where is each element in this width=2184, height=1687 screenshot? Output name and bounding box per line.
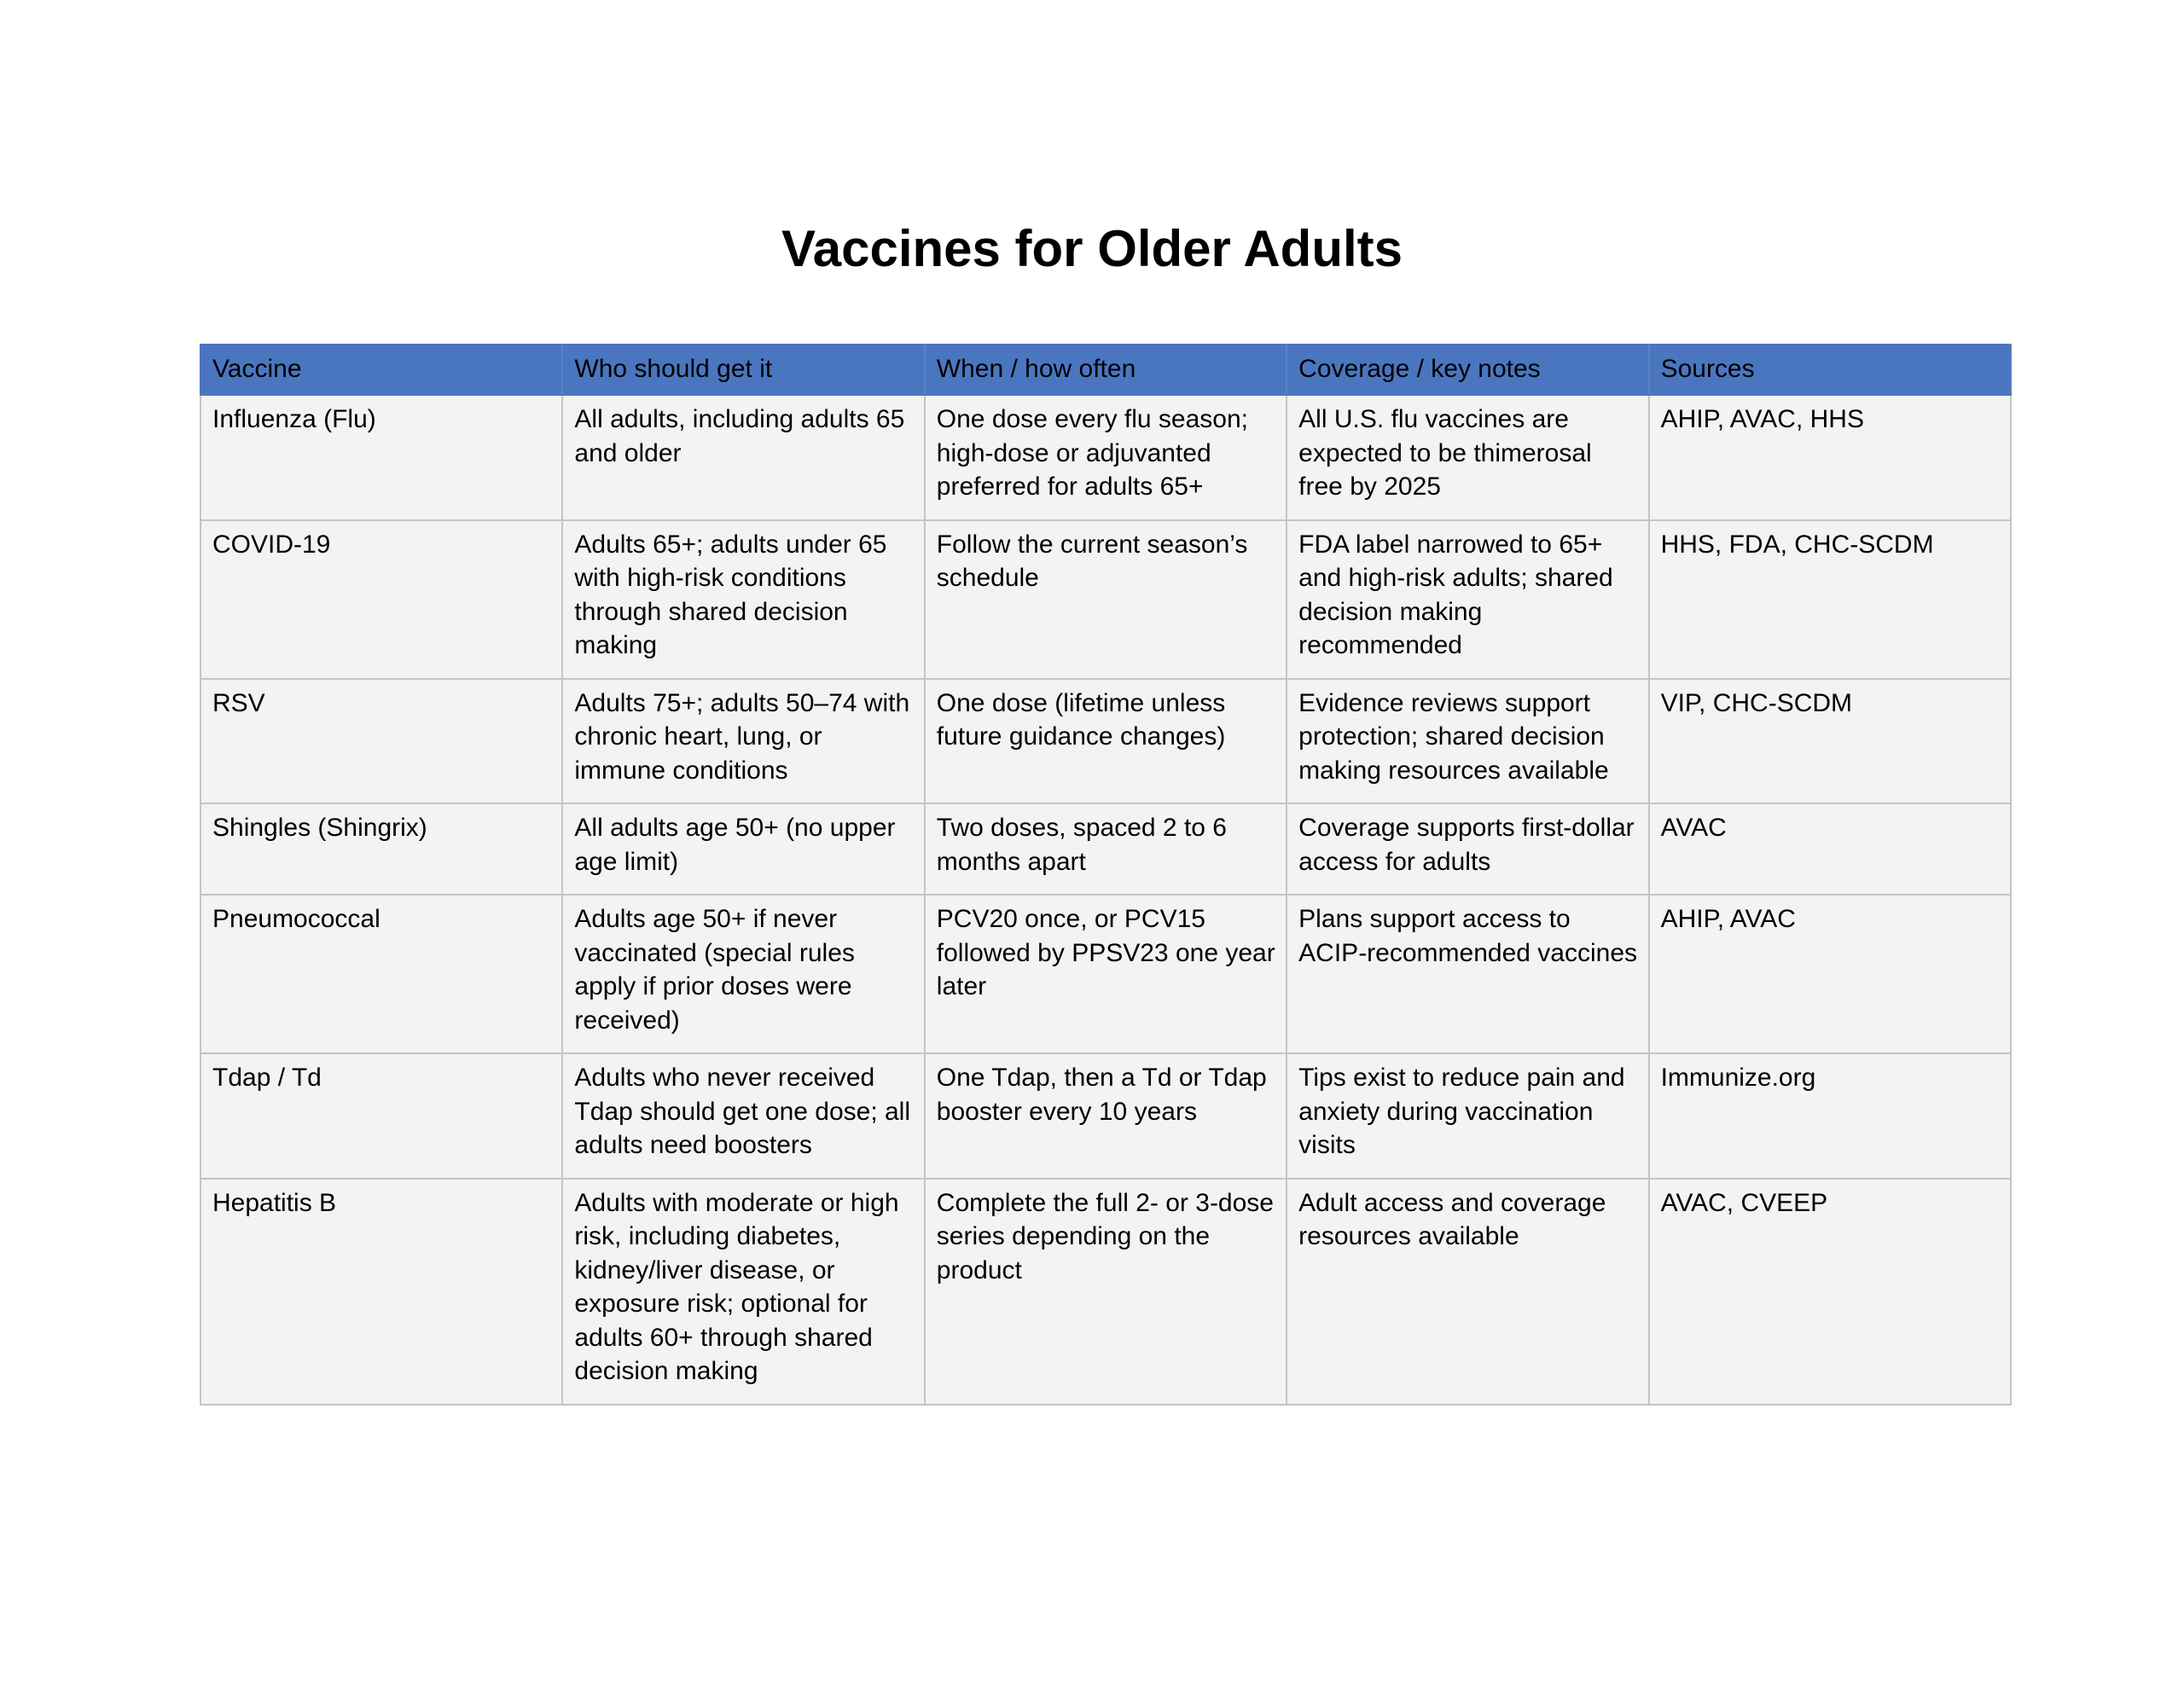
cell-coverage: Evidence reviews support protection; shared decision making resources available	[1287, 679, 1648, 804]
cell-when: Complete the full 2- or 3-dose series depending on the product	[925, 1179, 1287, 1405]
cell-coverage: Adult access and coverage resources available	[1287, 1179, 1648, 1405]
cell-sources: AHIP, AVAC, HHS	[1649, 395, 2011, 520]
header-when: When / how often	[925, 345, 1287, 395]
cell-sources: AVAC	[1649, 803, 2011, 895]
cell-vaccine: RSV	[200, 679, 562, 804]
header-coverage: Coverage / key notes	[1287, 345, 1648, 395]
cell-who: Adults with moderate or high risk, including diabetes, kidney/liver disease, or exposure risk; optional for adults 60+ through shared decision making	[562, 1179, 924, 1405]
table-row	[200, 803, 2011, 895]
table-row	[200, 1053, 2011, 1179]
cell-vaccine: Influenza (Flu)	[200, 395, 562, 520]
cell-when: One dose every flu season; high-dose or adjuvanted preferred for adults 65+	[925, 395, 1287, 520]
table-row	[200, 679, 2011, 804]
header-who: Who should get it	[562, 345, 924, 395]
cell-coverage: Tips exist to reduce pain and anxiety during vaccination visits	[1287, 1053, 1648, 1179]
page-title: Vaccines for Older Adults	[781, 220, 1403, 277]
table-row	[200, 520, 2011, 679]
header-sources: Sources	[1649, 345, 2011, 395]
cell-sources: AHIP, AVAC	[1649, 895, 2011, 1053]
cell-when: PCV20 once, or PCV15 followed by PPSV23 one year later	[925, 895, 1287, 1053]
cell-vaccine: COVID-19	[200, 520, 562, 679]
table-row	[200, 895, 2011, 1053]
cell-who: Adults who never received Tdap should get one dose; all adults need boosters	[562, 1053, 924, 1179]
cell-when: One Tdap, then a Td or Tdap booster every 10 years	[925, 1053, 1287, 1179]
cell-who: All adults, including adults 65 and older	[562, 395, 924, 520]
table-row	[200, 1179, 2011, 1405]
vaccine-table	[200, 344, 2012, 1406]
cell-coverage: FDA label narrowed to 65+ and high-risk adults; shared decision making recommended	[1287, 520, 1648, 679]
cell-who: Adults 65+; adults under 65 with high-risk conditions through shared decision making	[562, 520, 924, 679]
cell-vaccine: Shingles (Shingrix)	[200, 803, 562, 895]
cell-coverage: All U.S. flu vaccines are expected to be thimerosal free by 2025	[1287, 395, 1648, 520]
cell-sources: VIP, CHC-SCDM	[1649, 679, 2011, 804]
cell-when: One dose (lifetime unless future guidance changes)	[925, 679, 1287, 804]
cell-coverage: Plans support access to ACIP-recommended vaccines	[1287, 895, 1648, 1053]
cell-vaccine: Tdap / Td	[200, 1053, 562, 1179]
cell-who: All adults age 50+ (no upper age limit)	[562, 803, 924, 895]
cell-coverage: Coverage supports first-dollar access for adults	[1287, 803, 1648, 895]
cell-sources: AVAC, CVEEP	[1649, 1179, 2011, 1405]
cell-vaccine: Pneumococcal	[200, 895, 562, 1053]
cell-who: Adults 75+; adults 50–74 with chronic heart, lung, or immune conditions	[562, 679, 924, 804]
table-row	[200, 395, 2011, 520]
cell-vaccine: Hepatitis B	[200, 1179, 562, 1405]
cell-who: Adults age 50+ if never vaccinated (special rules apply if prior doses were received)	[562, 895, 924, 1053]
cell-when: Two doses, spaced 2 to 6 months apart	[925, 803, 1287, 895]
table-header-row	[200, 345, 2011, 395]
cell-sources: HHS, FDA, CHC-SCDM	[1649, 520, 2011, 679]
header-vaccine: Vaccine	[200, 345, 562, 395]
cell-sources: Immunize.org	[1649, 1053, 2011, 1179]
cell-when: Follow the current season’s schedule	[925, 520, 1287, 679]
